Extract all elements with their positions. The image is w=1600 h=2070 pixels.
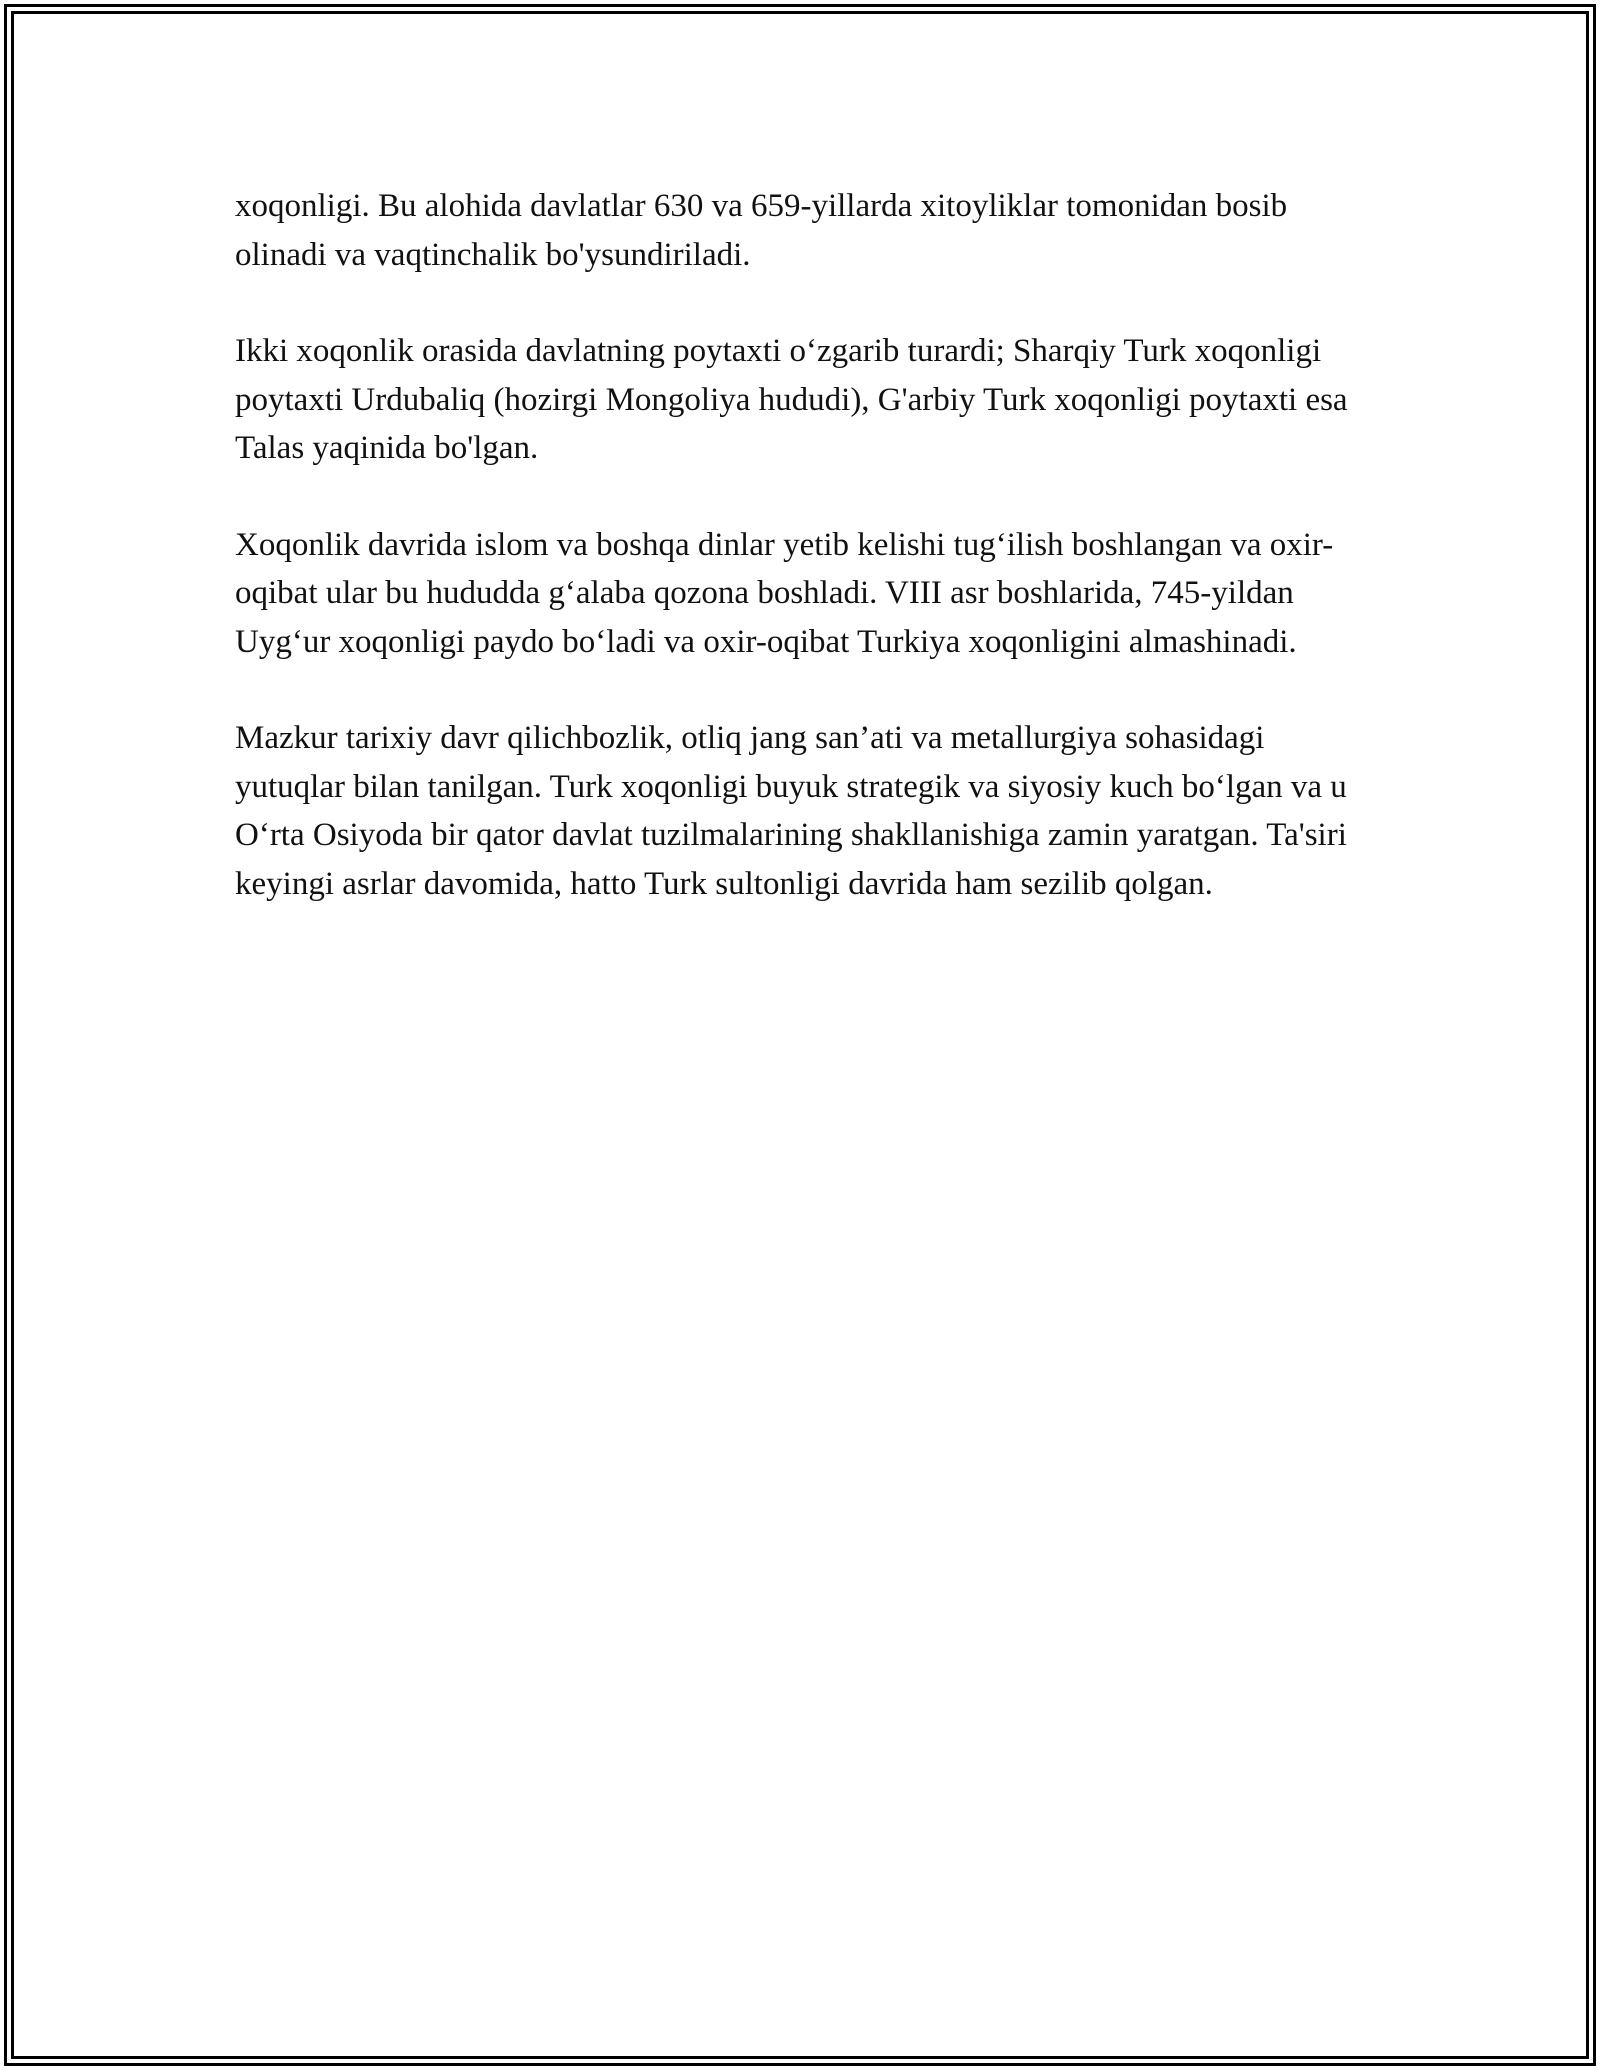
paragraph-1: xoqonligi. Bu alohida davlatlar 630 va 659-yillarda xitoyliklar tomonidan bosib olinadi va vaqtinchalik bo'ysundiriladi. xyxy=(235,188,1288,273)
paragraph-3: Xoqonlik davrida islom va boshqa dinlar yetib kelishi tug‘ilish boshlangan va oxir-oqibat ular bu hududda g‘alaba qozona boshladi. VIII asr boshlarida, 745-yildan Uyg‘ur xoqonligi paydo bo‘ladi va oxir-oqibat Turkiya xoqonligini almashinadi. xyxy=(235,526,1334,660)
paragraph-2: Ikki xoqonlik orasida davlatning poytaxti o‘zgarib turardi; Sharqiy Turk xoqonligi poytaxti Urdubaliq (hozirgi Mongoliya hududi), G'arbiy Turk xoqonligi poytaxti esa Talas yaqinida bo'lgan. xyxy=(235,333,1348,466)
document-body xyxy=(235,182,1375,956)
paragraph-4: Mazkur tarixiy davr qilichbozlik, otliq jang san’ati va metallurgiya sohasidagi yutuqlar bilan tanilgan. Turk xoqonligi buyuk strategik va siyosiy kuch bo‘lgan va u O‘rta Osiyoda bir qator davlat tuzilmalarining shakllanishiga zamin yaratgan. Ta'siri keyingi asrlar davomida, hatto Turk sultonligi davrida ham sezilib qolgan. xyxy=(235,720,1347,902)
